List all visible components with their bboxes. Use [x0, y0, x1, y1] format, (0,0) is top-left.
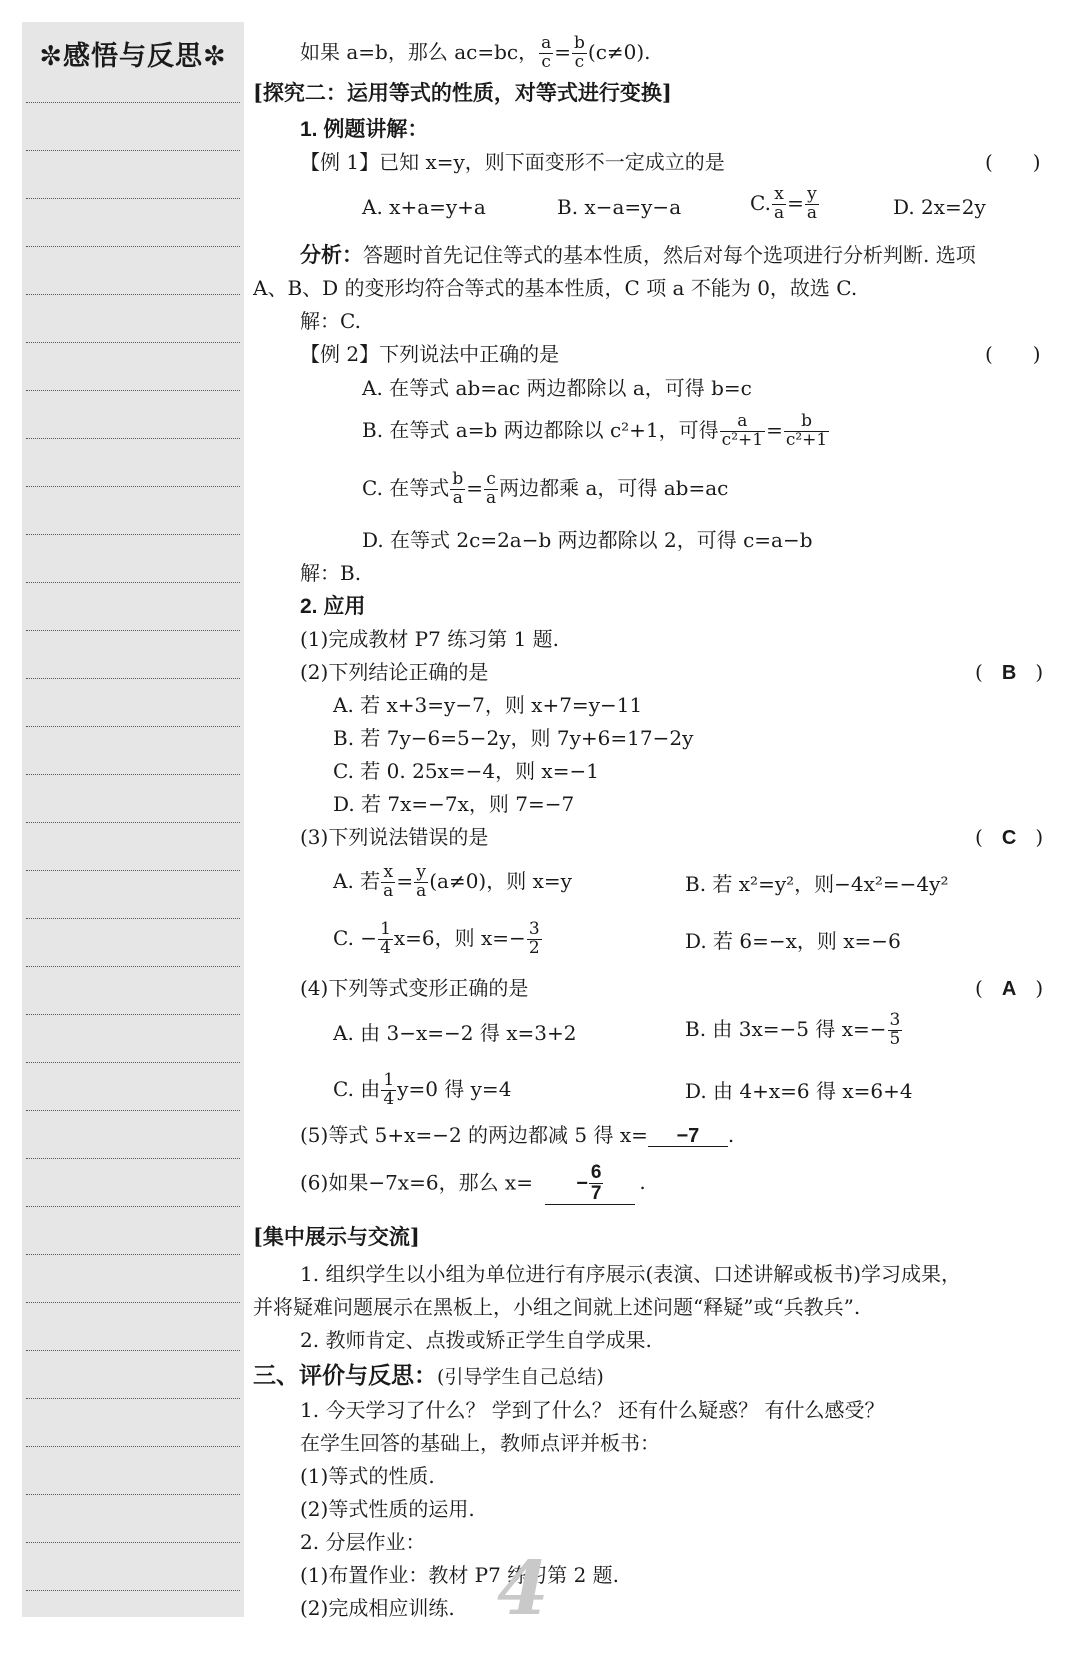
example-2-option-d: D. 在等式 2c=2a−b 两边都除以 2，可得 c=a−b: [362, 528, 813, 552]
equals: =: [554, 39, 571, 64]
page-number: 4: [497, 1546, 549, 1632]
numerator: b: [784, 413, 829, 432]
option-text: y=0 得 y=4: [397, 1076, 512, 1101]
numerator: y: [805, 186, 819, 205]
option-text: C. 由: [333, 1076, 381, 1101]
fraction: [589, 1163, 604, 1204]
section-title: 三、评价与反思：: [253, 1362, 437, 1388]
denominator: 2: [528, 937, 540, 958]
fraction: [539, 35, 553, 72]
option-label: C.: [750, 190, 771, 215]
denominator: c²+1: [785, 429, 828, 450]
option-text: x=6，则 x=−: [393, 925, 526, 950]
top-line: [300, 35, 651, 72]
homework-heading: 2. 分层作业：: [300, 1530, 426, 1554]
equals: =: [766, 417, 783, 442]
denominator: a: [452, 487, 463, 508]
minus-sign: −: [576, 1172, 588, 1195]
question-3: (3)下列说法错误的是: [300, 825, 489, 849]
answer-paren-filled: ( B ): [975, 660, 1044, 684]
period: .: [639, 1170, 646, 1195]
example-1-option-c: [750, 186, 820, 223]
answer-paren-filled: ( A ): [975, 976, 1044, 1000]
option-text: B. 在等式 a=b 两边都除以 c²+1，可得: [362, 417, 719, 442]
answer-paren: ( ): [985, 150, 1041, 174]
equals: =: [787, 190, 804, 215]
example-1-question: 【例 1】已知 x=y，则下面变形不一定成立的是: [300, 150, 725, 174]
question-4-option-d: D. 由 4+x=6 得 x=6+4: [685, 1079, 913, 1103]
question-3-option-c: [333, 921, 543, 958]
fraction: [381, 864, 395, 901]
answer-c: C: [1001, 827, 1017, 849]
equals: =: [466, 475, 483, 500]
section-heading-show: [集中展示与交流]: [253, 1224, 420, 1249]
question-4: (4)下列等式变形正确的是: [300, 976, 529, 1000]
homework-line-1: (1)布置作业：教材 P7 练习第 2 题.: [300, 1563, 620, 1587]
question-3-option-b: B. 若 x²=y²，则−4x²=−4y²: [685, 872, 949, 896]
numerator: b: [452, 469, 464, 489]
analysis-label: 分析：: [300, 244, 363, 267]
question-6: [300, 1163, 646, 1205]
fraction: [772, 186, 786, 223]
fraction: [450, 471, 465, 508]
fraction: [805, 186, 819, 223]
top-text: 如果 a=b，那么 ac=bc，: [300, 39, 539, 64]
denominator: 7: [590, 1182, 602, 1204]
fraction: [378, 921, 393, 958]
reflection-line-1: 1. 今天学习了什么？ 学到了什么？ 还有什么疑惑？ 有什么感受？: [300, 1398, 885, 1422]
numerator: a: [720, 413, 765, 432]
show-line-2: 并将疑难问题展示在黑板上，小组之间就上述问题“释疑”或“兵教兵”.: [253, 1295, 861, 1319]
numerator: a: [541, 33, 552, 53]
example-2-option-b: [362, 413, 830, 450]
show-line-1: 1. 组织学生以小组为单位进行有序展示(表演、口述讲解或板书)学习成果，: [300, 1262, 962, 1286]
solution-2: 解：B.: [300, 561, 362, 585]
fraction: [720, 413, 765, 450]
numerator: 3: [528, 919, 540, 939]
example-2-option-a: A. 在等式 ab=ac 两边都除以 a，可得 b=c: [362, 376, 752, 400]
numerator: c: [484, 471, 498, 490]
numerator: x: [381, 864, 395, 883]
option-text: C. −: [333, 925, 378, 950]
answer-blank: −7: [648, 1126, 728, 1147]
example-2-question: 【例 2】下列说法中正确的是: [300, 342, 560, 366]
question-5: [300, 1125, 734, 1147]
sidebar-title: ✼感悟与反思✼: [39, 41, 227, 72]
fraction: [888, 1012, 903, 1049]
denominator: c: [541, 51, 551, 72]
option-text: C. 在等式: [362, 475, 450, 500]
reflection-line-3: (1)等式的性质.: [300, 1464, 435, 1488]
denominator: a: [416, 880, 427, 901]
denominator: a: [773, 202, 785, 223]
example-1-option-b: B. x−a=y−a: [557, 195, 682, 219]
section-heading-2: [探究二：运用等式的性质，对等式进行变换]: [253, 80, 672, 105]
question-2-option-a: A. 若 x+3=y−7，则 x+7=y−11: [333, 693, 643, 717]
denominator: a: [485, 487, 497, 508]
question-2-option-b: B. 若 7y−6=5−2y，则 7y+6=17−2y: [333, 726, 694, 750]
question-text: (5)等式 5+x=−2 的两边都减 5 得 x=: [300, 1123, 648, 1147]
analysis-line-2: A、B、D 的变形均符合等式的基本性质，C 项 a 不能为 0，故选 C.: [253, 276, 858, 300]
fraction: [414, 864, 428, 901]
homework-line-2: (2)完成相应训练.: [300, 1596, 455, 1620]
question-3-option-d: D. 若 6=−x，则 x=−6: [685, 929, 901, 953]
question-4-option-a: A. 由 3−x=−2 得 x=3+2: [333, 1021, 577, 1045]
top-tail: (c≠0).: [587, 39, 651, 64]
question-3-option-a: [333, 864, 572, 901]
analysis-text: 答题时首先记住等式的基本性质，然后对每个选项进行分析判断. 选项: [363, 243, 976, 267]
denominator: a: [383, 880, 394, 901]
fraction: [381, 1072, 396, 1109]
numerator: 3: [889, 1010, 901, 1030]
numerator: 1: [380, 919, 391, 939]
question-text: (6)如果−7x=6，那么 x=: [300, 1170, 533, 1195]
denominator: a: [806, 202, 817, 223]
example-1-option-d: D. 2x=2y: [893, 195, 986, 219]
example-1-option-a: A. x+a=y+a: [362, 195, 486, 219]
option-text: (a≠0)，则 x=y: [429, 868, 572, 893]
show-line-3: 2. 教师肯定、点拨或矫正学生自学成果.: [300, 1328, 652, 1352]
equals: =: [396, 868, 414, 893]
solution-1: 解：C.: [300, 309, 361, 333]
denominator: c: [574, 51, 585, 72]
fraction: [527, 921, 542, 958]
reflection-line-2: 在学生回答的基础上，教师点评并板书：: [300, 1431, 660, 1455]
example-heading: 1. 例题讲解：: [300, 118, 429, 141]
denominator: 4: [383, 1088, 395, 1109]
answer-blank: [545, 1163, 635, 1205]
numerator: 6: [590, 1162, 602, 1183]
analysis-line-1: [300, 245, 976, 266]
denominator: c²+1: [721, 429, 764, 450]
option-text: B. 由 3x=−5 得 x=−: [685, 1016, 887, 1041]
numerator: y: [414, 864, 428, 883]
section-heading-3: [253, 1364, 604, 1387]
option-text: A. 若: [333, 868, 381, 893]
answer-b: B: [1001, 662, 1017, 684]
numerator: 1: [383, 1070, 395, 1090]
answer-paren-filled: ( C ): [975, 825, 1044, 849]
question-2-option-c: C. 若 0. 25x=−4，则 x=−1: [333, 759, 599, 783]
question-2: (2)下列结论正确的是: [300, 660, 489, 684]
question-4-option-c: [333, 1072, 511, 1109]
fraction: [784, 413, 829, 450]
fraction: [572, 35, 587, 72]
application-heading: 2. 应用: [300, 595, 366, 618]
period: .: [727, 1123, 735, 1147]
example-2-option-c: [362, 471, 728, 508]
numerator: x: [772, 186, 786, 205]
question-4-option-b: [685, 1012, 903, 1049]
numerator: b: [574, 33, 585, 53]
denominator: 5: [889, 1028, 901, 1049]
reflection-line-4: (2)等式性质的运用.: [300, 1497, 475, 1521]
question-2-option-d: D. 若 7x=−7x，则 7=−7: [333, 792, 575, 816]
denominator: 4: [380, 937, 391, 958]
answer-a: A: [1001, 978, 1017, 1000]
question-1: (1)完成教材 P7 练习第 1 题.: [300, 627, 560, 651]
fraction: [484, 471, 498, 508]
option-text: 两边都乘 a，可得 ab=ac: [499, 475, 729, 500]
answer-paren: ( ): [985, 342, 1041, 366]
section-subtitle: (引导学生自己总结): [437, 1366, 604, 1388]
